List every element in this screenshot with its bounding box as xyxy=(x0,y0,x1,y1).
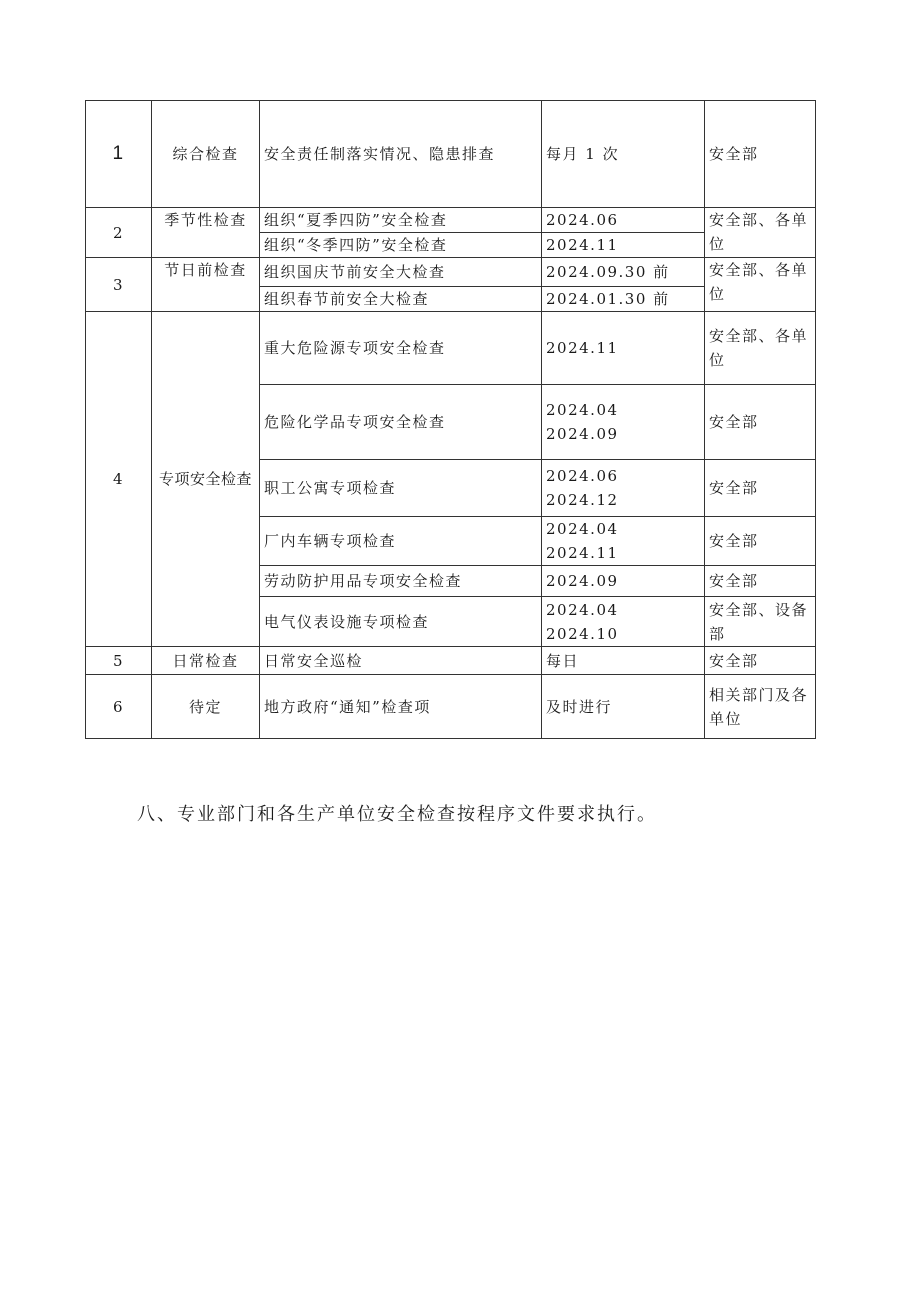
inspection-time: 2024.04 2024.09 xyxy=(542,385,705,460)
responsible-dept: 相关部门及各单位 xyxy=(705,675,816,739)
inspection-time: 2024.06 2024.12 xyxy=(542,460,705,517)
row-number: 4 xyxy=(86,312,152,647)
table-row xyxy=(86,258,816,287)
inspection-type: 季节性检查 xyxy=(152,208,260,258)
inspection-item: 重大危险源专项安全检查 xyxy=(260,312,542,385)
responsible-dept: 安全部、各单位 xyxy=(705,312,816,385)
inspection-item: 组织国庆节前安全大检查 xyxy=(260,258,542,287)
inspection-type: 节日前检查 xyxy=(152,258,260,312)
responsible-dept: 安全部 xyxy=(705,647,816,675)
inspection-time: 2024.09 xyxy=(542,566,705,597)
inspection-item: 劳动防护用品专项安全检查 xyxy=(260,566,542,597)
responsible-dept: 安全部、各单位 xyxy=(705,208,816,258)
inspection-item: 厂内车辆专项检查 xyxy=(260,517,542,566)
inspection-item: 组织“夏季四防”安全检查 xyxy=(260,208,542,233)
responsible-dept: 安全部 xyxy=(705,566,816,597)
inspection-time: 及时进行 xyxy=(542,675,705,739)
inspection-type: 待定 xyxy=(152,675,260,739)
inspection-time: 2024.06 xyxy=(542,208,705,233)
inspection-time: 2024.04 2024.11 xyxy=(542,517,705,566)
responsible-dept: 安全部、各单位 xyxy=(705,258,816,312)
inspection-item: 组织春节前安全大检查 xyxy=(260,287,542,312)
row-number: 6 xyxy=(86,675,152,739)
inspection-item: 职工公寓专项检查 xyxy=(260,460,542,517)
table-row xyxy=(86,101,816,208)
inspection-item: 危险化学品专项安全检查 xyxy=(260,385,542,460)
row-number: 1 xyxy=(86,101,152,208)
inspection-type: 专项安全检查 xyxy=(152,312,260,647)
inspection-item: 安全责任制落实情况、隐患排查 xyxy=(260,101,542,208)
responsible-dept: 安全部、设备部 xyxy=(705,597,816,647)
responsible-dept: 安全部 xyxy=(705,517,816,566)
inspection-schedule-table xyxy=(85,100,816,739)
inspection-item: 地方政府“通知”检查项 xyxy=(260,675,542,739)
inspection-item: 日常安全巡检 xyxy=(260,647,542,675)
responsible-dept: 安全部 xyxy=(705,101,816,208)
responsible-dept: 安全部 xyxy=(705,385,816,460)
table-row xyxy=(86,312,816,385)
row-number: 3 xyxy=(86,258,152,312)
inspection-type: 综合检查 xyxy=(152,101,260,208)
inspection-time: 2024.01.30 前 xyxy=(542,287,705,312)
inspection-time: 2024.09.30 前 xyxy=(542,258,705,287)
inspection-time: 每月 1 次 xyxy=(542,101,705,208)
inspection-time: 2024.11 xyxy=(542,312,705,385)
row-number: 5 xyxy=(86,647,152,675)
table-row xyxy=(86,647,816,675)
table-row xyxy=(86,675,816,739)
row-number: 2 xyxy=(86,208,152,258)
inspection-item: 组织“冬季四防”安全检查 xyxy=(260,233,542,258)
responsible-dept: 安全部 xyxy=(705,460,816,517)
table-row xyxy=(86,208,816,233)
section-note: 八、专业部门和各生产单位安全检查按程序文件要求执行。 xyxy=(137,804,657,825)
inspection-item: 电气仪表设施专项检查 xyxy=(260,597,542,647)
inspection-time: 每日 xyxy=(542,647,705,675)
inspection-time: 2024.04 2024.10 xyxy=(542,597,705,647)
inspection-type: 日常检查 xyxy=(152,647,260,675)
inspection-time: 2024.11 xyxy=(542,233,705,258)
